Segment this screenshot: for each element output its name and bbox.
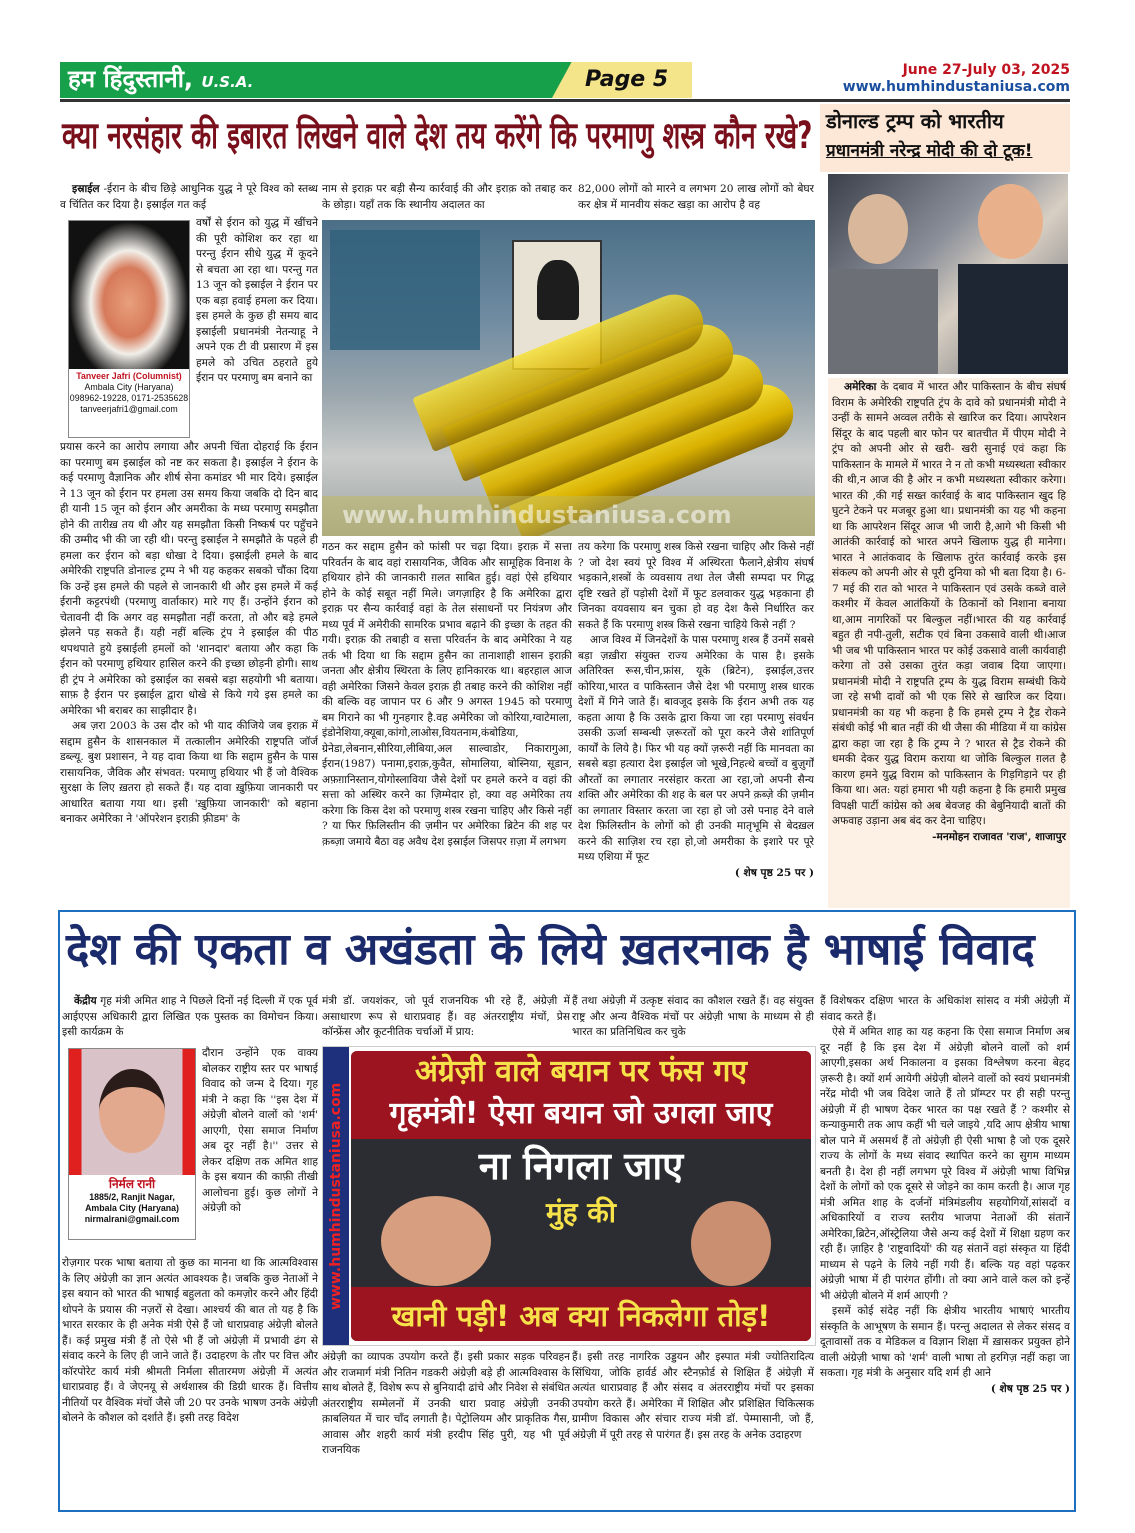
columnist-caption	[69, 369, 189, 415]
paragraph: ऐसे में अमित शाह का यह कहना कि ऐसा समाज निर्माण अब दूर नहीं है कि इस देश में अंग्रेज़ी बोलने वालों को शर्म आएगी,इसका अर्थ निकालना व इसका विश्लेषण करना बेहद ज़रूरी है। क्यों शर्म आयेगी अंग्रेज़ी बोलने वालों को स्वयं प्रधानमंत्री नरेंद्र मोदी भी जब विदेश जाते हैं तो प्रॉम्प्टर पर ही सही परन्तु अंग्रेज़ी में ही भाषण देकर भारत का पक्ष रखते हैं ? कश्मीर से कन्याकुमारी तक आप कहीं भी चले जाइये ,यदि आप क्षेत्रीय भाषा बोल पाने में असमर्थ हैं तो अंग्रेज़ी ही ऐसी भाषा है जो एक दूसरे राज्य के लोगों के मध्य संवाद स्थापित करने का सुगम माध्यम बनती है। देश ही नहीं लगभग पूरे विश्व में अंग्रेज़ी भाषा विभिन्न देशों के लोगों को एक दूसरे से जोड़ने का काम करती है। आज गृह मंत्री अमित शाह के दर्जनों मंत्रिमंडलीय सहयोगियों,सांसदों व अधिकारियों व राज्य स्तरीय भाजपा नेताओं की संतानें अमेरिका,ब्रिटेन,ऑस्ट्रेलिया जैसे अन्य कई देशों में शिक्षा ग्रहण कर रही हैं। ज़ाहिर है 'राष्ट्रवादियों' की यह संतानें वहां संस्कृत या हिंदी माध्यम से पढ़ने के लिये नहीं गयी हैं। बल्कि यह वहां पढ़कर अंग्रेज़ी भाषा में ही पारंगत होंगी। तो क्या आने वाले कल को इन्हें भी अंग्रेज़ी बोलने में शर्म आएगी ?	[820, 1026, 1070, 1302]
article2-col3: हैं। इसी तरह नागरिक उड्डयन और इस्पात मंत्री ज्योतिरादित्य सिंधिया, जोकि हार्वर्ड और स्टैनफ़ोर्ड से शिक्षित हैं अंग्रेज़ी में अत्यंत धाराप्रवाह हैं और संसद व अंतरराष्ट्रीय मंचों पर इसका उपयोग करते हैं। अमेरिका में शिक्षित और प्रशिक्षित चिकित्सक ग्रामीण विकास और संचार राज्य मंत्री डॉ. पेम्मासानी, जो हैं, अंग्रेज़ी में पूरी तरह से पारंगत हैं। इस तरह के अनेक उदाहरण	[572, 1351, 814, 1441]
paragraph: अब ज़रा 2003 के उस दौर को भी याद कीजिये जब इराक़ में सद्दाम हुसैन के शासनकाल में तत्कालीन अमेरिकी राष्ट्रपति जॉर्ज डब्ल्यू. बुश प्रशासन, ने यह दावा किया था कि सद्दाम हुसैन के पास रासायनिक, जैविक और संभवत: परमाणु हथियार भी हैं जो वैश्विक सुरक्षा के लिए ख़तरा हो सकते हैं। यह दावा ख़ुफ़िया जानकारी पर आधारित बताया गया था। इसी 'ख़ुफ़िया जानकारी' को बहाना बनाकर अमेरिका ने 'ऑपरेशन इराक़ी फ़्रीडम' के	[60, 720, 318, 825]
article2-col2: अंग्रेज़ी का व्यापक उपयोग करते हैं। इसी प्रकार सड़क परिवहन और राजमार्ग मंत्री नितिन गडकरी अंग्रेज़ी बड़े ही आत्मविश्वास के साथ बोलते हैं, विशेष रूप से बुनियादी ढांचे और निवेश से संबंधित अंतरराष्ट्रीय सम्मेलनों में उनकी धारा प्रवाह अंग्रेज़ी उनकी क़ाबलियत में चार चाँद लगाती है। पेट्रोलियम और प्राकृतिक गैस, आवास और शहरी कार्य मंत्री हरदीप सिंह पुरी, यह भी पूर्व राजनयिक	[322, 1351, 570, 1456]
article2-col3-top: हैं तथा अंग्रेज़ी में उत्कृष्ट संवाद का कौशल रखते हैं। वह संयुक्त राष्ट्र और अन्य वैश्विक मंचों पर अंग्रेज़ी भाषा के माध्यम से ही भारत का प्रतिनिधित्व कर चुके	[572, 995, 814, 1038]
article1-col1	[60, 440, 318, 907]
ad-side-website: www.humhindustaniusa.com	[323, 1047, 349, 1345]
paragraph: तय करेगा कि परमाणु शस्त्र किसे रखना चाहिए और किसे नहीं ? जो देश स्वयं पूरे विश्व में अस्थिरता फैलाने,क्षेत्रीय संघर्ष भड़काने,शस्त्रों के व्यवसाय तथा तेल जैसी सम्पदा पर गिद्ध दृष्टि रखते हों पड़ोसी देशों में फूट डलवाकर युद्ध भड़काना ही जिनका वयवसाय बन चुका हो वह देश कैसे निर्धारित कर सकते हैं कि परमाणु शस्त्र किसे रखना चाहिये किसे नहीं ?	[578, 541, 814, 631]
sidebar-headline-line2: प्रधानमंत्री नरेन्द्र मोदी की दो टूक!	[826, 141, 1033, 161]
missile-photo	[322, 220, 815, 536]
article1-col2: गठन कर सद्दाम हुसैन को फांसी पर चढ़ा दिया। इराक़ में सत्ता परिवर्तन के बाद वहां रासायनिक, जैविक और सामूहिक विनाश के हथियार होने की जानकारी ग़लत साबित हुई। वहां ऐसे हथियार होने के कोई सबूत नहीं मिले। जगज़ाहिर है कि अमेरिका द्वारा इराक़ पर सैन्य कार्रवाई वहां के तेल संसाधनों पर नियंत्रण और मध्य पूर्व में अमेरीकी सामरिक प्रभाव बढ़ाने की इच्छा के तहत की गयी। इराक़ की तबाही व सत्ता परिवर्तन के बाद अमेरिका ने यह तर्क भी दिया था कि सद्दाम हुसैन का तानाशाही शासन इराक़ी जनता और क्षेत्रीय स्थिरता के लिए हानिकारक था। बहरहाल आज वही अमेरिका जिसने केवल इराक़ ही तबाह करने की कोशिश नहीं की बल्कि वह जापान पर 6 और 9 अगस्त 1945 को परमाणु बम गिराने का भी गुनहगार है.वह अमेरिका जो कोरिया,ग्वाटेमाला, इंडोनेशिया,क्यूबा,कांगो,लाओस,वियतनाम,कंबोडिया, ग्रेनेडा,लेबनान,सीरिया,लीबिया,अल साल्वाडोर, निकारागुआ, ईरान(1987) पनामा,इराक़,कुवैत, सोमालिया, बोस्निया, सूडान, अफ़ग़ानिस्तान,योगोस्लाविया जैसे देशों पर हमले करने व वहां की सत्ता को अस्थिर करने का ज़िम्मेदार हो, क्या वह अमेरिका तय करेगा कि किस देश को परमाणु शस्त्र रखना चाहिए और किसे नहीं ? या फिर फ़िलिस्तीन की ज़मीन पर अमेरिका ब्रिटेन की शह पर क़ब्ज़ा जमाये बैठा वह अवैध देश इस्राईल जिसपर ग़ज़ा में लगभग	[322, 541, 572, 848]
author-name: Tanveer Jafri (Columnist)	[76, 371, 182, 381]
author-email: tanveerjafri1@gmail.com	[80, 404, 178, 414]
page-number: Page 5	[585, 67, 669, 92]
photo-watermark: www.humhindustaniusa.com	[342, 501, 732, 529]
sidebar-body	[828, 378, 1070, 908]
header-divider	[60, 99, 1070, 102]
sidebar-headline-line1: डोनाल्ड ट्रम्प को भारतीय	[826, 109, 1004, 133]
paragraph: प्रयास करने का आरोप लगाया और अपनी चिंता दोहराई कि ईरान का परमाणु बम इस्राईल को नष्ट कर सकता है। इस्राईल ने ईरान के कई परमाणु वैज्ञानिक और शीर्ष सेना कमांडर भी मार दिये। इस्राईल ने 13 जून को ईरान पर हमला उस समय किया जबकि दो दिन बाद ही यानी 15 जून को ईरान और अमरीका के मध्य परमाणु समझौता होने की तारीख़ तय थी और यह समझौता किसी निष्कर्ष पर पहुँचने की उम्मीद भी की जा रही थी। परन्तु इस्राईल ने समझौते के पहले ही हमला कर ईरान को बड़ा धोखा दे दिया। इस्राईली हमले के बाद अमेरिकी राष्ट्रपति डोनाल्ड ट्रम्प ने भी यह कहकर सबको चौंका दिया कि उन्हें इस हमले की पहले से जानकारी थी और इस हमले में कई ईरानी कट्टरपंथी (परमाणु वार्ताकार) मारे गए हैं। उन्होंने ईरान को चेतावनी दी कि अगर वह समझौता नहीं करता, तो और बड़े हमले झेलने पड़ सकते हैं। यही नहीं बल्कि ट्रंप ने इस्राईल की पीठ थपथपाते हुये इस्राईली हमलों को 'शानदार' बताया और कहा कि ईरान को परमाणु हथियार हासिल करने की इच्छा छोड़नी होगी। साथ ही ट्रंप ने अमेरिका को इस्राईल का सबसे बड़ा सहयोगी भी बताया। साफ़ है ईरान पर इस्राईल द्वारा धोखे से किये गये इस हमले का अमेरिका भी बराबर का साझीदार है।	[60, 441, 318, 717]
columnist-photo	[69, 221, 189, 369]
sidebar-text: के दबाव में भारत और पाकिस्तान के बीच संघर्ष विराम के अमेरिकी राष्ट्रपति ट्रंप के दावे को प्रधानमंत्री मोदी ने उन्हीं के सामने अव्वल तरीके से खारिज कर दिया। आपरेशन सिंदूर के बाद पहली बार फोन पर बातचीत में पीएम मोदी ने ट्रंप को अपनी ओर से खरी- खरी सुनाई एवं कहा कि पाकिस्तान के मामले में भारत ने न तो कभी मध्यस्थता स्वीकार की थी,न आज की है ओर न कभी मध्यस्थता स्वीकार करेगा। भारत की ,की गई सख्त कार्रवाई के बाद पाकिस्तान खुद हि घुटने टेकने पर मजबूर हुआ था। प्रधानमंत्री का यह भी कहना था कि आपरेशन सिंदूर आज भी जारी है,आगे भी किसी भी आतंकी कार्रवाई को भारत अपने खिलाफ युद्ध ही मानेगा।भारत ने आतंकवाद के खिलाफ तुरंत कार्रवाई करके इस संकल्प को अपनी ओर से पूरी दुनिया को भी बता दिया है। 6- 7 मई की रात को भारत ने पाकिस्तान एवं उसके कब्जे वाले कश्मीर में केवल आतंकियों के ठिकानों को निशाना बनाया था,आम नागरिकों पर बिल्कुल नहीं।भारत की यह कार्रवाई बहुत ही नपी-तुली, सटीक एवं बिना उकसावे वाली थी।आज भी जब भी पाकिस्तान भारत पर कोई उकसावे वाली कार्यवाही करेगा तो उसे उसका तुरंत कड़ा जवाब दिया जाएगा। प्रधानमंत्री मोदी ने राष्ट्रपति ट्रम्प के युद्ध विराम सम्बंधी किये जा रहे सभी दावों को भी एक सिरे से खारिज कर दिया। प्रधानमंत्री का यह भी कहना है कि हमसे ट्रम्प ने ट्रैड रोकने संबंधी कोई भी बात नहीं की थी जैसा की मीडिया में या कांग्रेस द्वारा कहा जा रहा है कि ट्रम्प ने ? भारत से ट्रैड रोकने की धमकी देकर युद्ध विराम कराया था जोकि बिल्कुल ग़लत है कारण हमने युद्ध विराम को पाकिस्तान के गिड़गिड़ाने पर ही किया था। अत: यहां हमारा भी यही कहना है कि हमारी प्रमुख विपक्षी पार्टी कांग्रेस को अब बेवजह की बेबुनियादी बातों की अफवाह उड़ाना अब बंद कर देना चाहिए।	[832, 381, 1066, 827]
article2-intro	[62, 994, 318, 1046]
article2-headline-box	[66, 914, 1066, 990]
issue-date: June 27-July 03, 2025	[902, 62, 1070, 78]
author-name: निर्मल रानी	[108, 1177, 156, 1191]
article1-intro	[60, 182, 318, 218]
lead-word: अमेरिका	[844, 381, 877, 393]
paragraph: आज विश्व में जिनदेशों के पास परमाणु शस्त्र हैं उनमें सबसे बड़ा ज़ख़ीरा संयुक्त राज्य अमेरिका के पास है। इसके अतिरिक्त रूस,चीन,फ्रांस, यूके (ब्रिटेन), इस्राईल,उत्तर कोरिया,भारत व पाकिस्तान जैसे देश भी परमाणु शस्त्र धारक देशों में गिने जाते हैं। बावजूद इसके कि ईरान अभी तक यह कहता आया है कि उसके द्वारा किया जा रहा परमाणु संवर्धन उसकी ऊर्जा सम्बन्धी ज़रूरतों को पूरा करने जैसे शांतिपूर्ण कार्यों के लिये है। फिर भी यह क्यों ज़रूरी नहीं कि मानवता का सबसे बड़ा हत्यारा देश इस्राईल जो भूखे,निहत्थे बच्चों व बुज़ुर्गों औरतों का लगातार नरसंहार करता आ रहा,जो अपनी सैन्य शक्ति और अमेरिका की शह के बल पर अपने क़ब्ज़े की ज़मीन का लगातार विस्तार करता जा रहा हो जो उसे पनाह देने वाले देश फ़िलिस्तीन के लोगों को ही उनकी मातृभूमि से बेदख़ल करने की साज़िश रच रहा हो,जो अमरीका के इशारे पर पूरे मध्य एशिया में फूट	[578, 634, 814, 863]
author-address: 1885/2, Ranjit Nagar,	[89, 1192, 175, 1202]
article1-headline-box	[62, 106, 814, 176]
continued-note: ( शेष पृष्ठ 25 पर )	[734, 866, 814, 879]
amit-shah-thumbnail	[322, 1046, 816, 1346]
article1-wrap-text: वर्षों से ईरान को युद्ध में खींचने की पूरी कोशिश कर रहा था परन्तु ईरान सीधे युद्ध में कूदने से बचता आ रहा था। परन्तु गत 13 जून को इस्राईल ने ईरान पर एक बड़ा हवाई हमला कर दिया। इस हमले के कुछ ही समय बाद इस्राईली प्रधानमंत्री नेतन्याहू ने अपने एक टी वी प्रसारण में इस हमले को उचित ठहराते हुये ईरान पर परमाणु बम बनाने का	[196, 217, 318, 384]
ad-line-3: ना निगला जाए	[478, 1144, 684, 1188]
intro-text: -ईरान के बीच छिड़े आधुनिक युद्ध ने पूरे विश्व को स्तब्ध व चिंतित कर दिया है। इस्राईल गत कई	[60, 183, 318, 211]
ad-line-1: अंग्रेज़ी वाले बयान पर फंस गए	[414, 1054, 748, 1089]
article1-headline: क्या नरसंहार की इबारत लिखने वाले देश तय करेंगे कि परमाणु शस्त्र कौन रखे?	[62, 114, 813, 157]
author-phone: 098962-19228, 0171-2535628	[69, 393, 189, 403]
columnist-caption	[69, 1175, 195, 1225]
paragraph: हैं विशेषकर दक्षिण भारत के अधिकांश सांसद व मंत्री अंग्रेज़ी में संवाद करते हैं।	[820, 995, 1070, 1023]
newspaper-masthead	[68, 63, 548, 98]
lead-word: केंद्रीय	[74, 995, 97, 1007]
article1-col3-top: 82,000 लोगों को मारने व लगभग 20 लाख लोगों को बेघर कर क्षेत्र में मानवीय संकट खड़ा का आरोप है वह	[578, 183, 814, 211]
article2-col2-top: मंत्री डॉ. जयशंकर, जो पूर्व राजनयिक भी रहे हैं, अंग्रेज़ी में असाधारण रूप से धाराप्रवाह हैं। वह अंतरराष्ट्रीय मंचों, प्रेस कॉन्फ्रेंस और कूटनीतिक चर्चाओं में प्राय:	[322, 995, 570, 1038]
article2-wrap-text: दौरान उन्होंने एक वाक्य बोलकर राष्ट्रीय स्तर पर भाषाई विवाद को जन्म दे दिया। गृह मंत्री ने कहा कि ''इस देश में अंग्रेज़ी बोलने वालों को 'शर्म' आएगी, ऐसा समाज निर्माण अब दूर नहीं है।'' उत्तर से लेकर दक्षिण तक अमित शाह के इस बयान की काफ़ी तीखी आलोचना हुई। कुछ लोगों ने अंग्रेज़ी को	[202, 1047, 318, 1214]
intro-text: गृह मंत्री अमित शाह ने पिछले दिनों नई दिल्ली में एक पूर्व आईएएस अधिकारी द्वारा लिखित एक पुस्तक का विमोचन किया। इसी कार्यक्रम के	[62, 995, 318, 1038]
lead-word: इस्राईल	[72, 183, 100, 195]
masthead-suffix: U.S.A.	[201, 73, 254, 91]
ad-line-4: मुंह की	[545, 1196, 617, 1229]
author-city: Ambala City (Haryana)	[85, 1203, 179, 1213]
ad-line-2: गृहमंत्री! ऐसा बयान जो उगला जाए	[389, 1096, 773, 1131]
continued-note: ( शेष पृष्ठ 25 पर )	[990, 1382, 1070, 1395]
sidebar-signature: -मनमोहन राजावत 'राज', शाजापुर	[932, 830, 1066, 843]
article2-col4	[820, 994, 1070, 1508]
sidebar-headline	[820, 104, 1070, 172]
website-link[interactable]: www.humhindustaniusa.com	[842, 79, 1070, 95]
article1-col2-top: नाम से इराक़ पर बड़ी सैन्य कार्रवाई की और इराक़ को तबाह कर के छोड़ा। यहाँ तक कि स्थानीय अदालत का	[322, 183, 572, 211]
article2-col1: रोज़गार परक भाषा बताया तो कुछ का मानना था कि आत्मविश्वास के लिए अंग्रेज़ी का ज्ञान अत्यंत आवश्यक है। जबकि कुछ नेताओं ने इस बयान को भारत की भाषाई बहुलता को कमज़ोर करने और हिंदी थोपने के प्रयास की नज़रों से देखा। आश्चर्य की बात तो यह है कि भारत सरकार के ही अनेक मंत्री ऐसे हैं जो धाराप्रवाह अंग्रेज़ी बोलते हैं। कई प्रमुख मंत्री हैं तो ऐसे भी हैं जो अंग्रेज़ी में प्रभावी ढंग से संवाद करने के लिए ही जाने जाते हैं। उदाहरण के तौर पर वित्त और कॉरपोरेट कार्य मंत्री श्रीमती निर्मला सीतारमण अंग्रेज़ी में अत्यंत धाराप्रवाह हैं। वे जेएनयू से अर्थशास्त्र की डिग्री धारक हैं। वित्तीय नीतियों पर वैश्विक मंचों जैसे जी 20 पर उनके भाषण उनके अंग्रेज़ी बोलने के कौशल को दर्शाते हैं। इसी तरह विदेश	[62, 1257, 318, 1424]
columnist-photo	[69, 1049, 195, 1175]
article1-col3	[578, 540, 814, 910]
columnist-photo-box	[68, 220, 190, 438]
columnist-photo-box	[68, 1048, 196, 1240]
modi-trump-photo	[828, 174, 1068, 374]
masthead-title: हम हिंदुस्तानी,	[68, 65, 194, 93]
masthead-line	[68, 63, 253, 98]
thumbnail-inner	[351, 1051, 811, 1341]
paragraph: इसमें कोई संदेह नहीं कि क्षेत्रीय भारतीय भाषाएं भारतीय संस्कृति के आभूषण के समान हैं। परन्तु अदालत से लेकर संसद व दूतावासों तक व मेडिकल व विज्ञान शिक्षा में ख़ासकर प्रयुक्त होने वाली अंग्रेज़ी भाषा को 'शर्म' वाली भाषा तो हरगिज़ नहीं कहा जा सकता। गृह मंत्री के अनुसार यदि शर्म ही आने	[820, 1305, 1070, 1379]
ad-line-5: खानी पड़ी! अब क्या निकलेगा तोड़!	[391, 1298, 771, 1333]
author-email: nirmalrani@gmail.com	[84, 1214, 180, 1224]
author-city: Ambala City (Haryana)	[84, 382, 174, 392]
article2-headline: देश की एकता व अखंडता के लिये ख़तरनाक है भाषाई विवाद	[66, 924, 1035, 975]
